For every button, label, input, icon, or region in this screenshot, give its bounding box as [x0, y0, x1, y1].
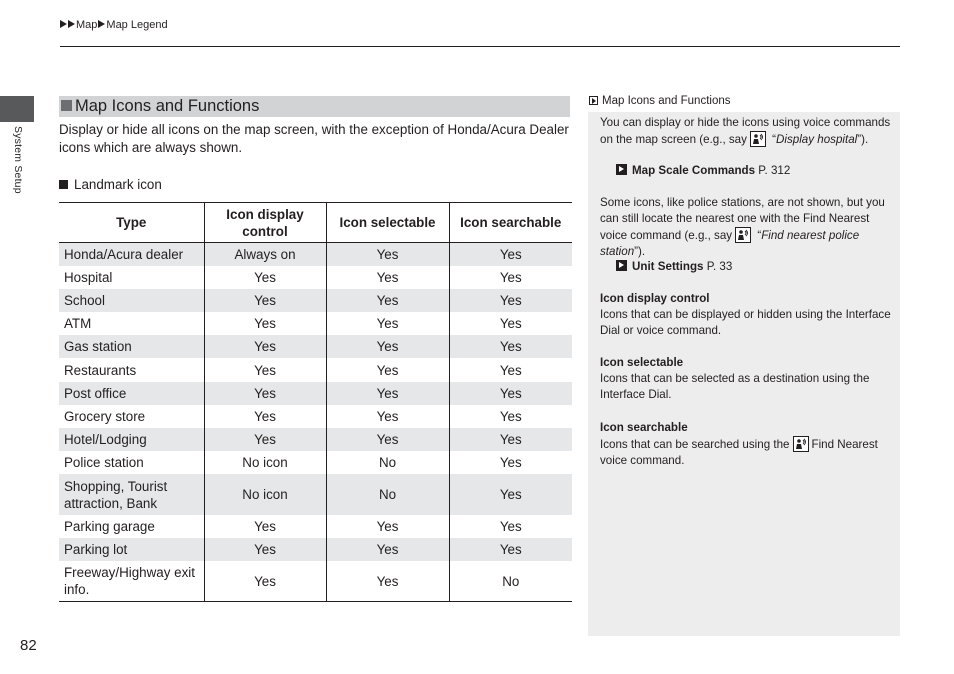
play-triangle-icon — [68, 20, 75, 28]
note-text: “ — [768, 133, 777, 146]
cell-searchable: Yes — [449, 515, 572, 538]
cell-display-control: Yes — [204, 335, 326, 358]
note-header-label — [589, 95, 731, 107]
cell-selectable: Yes — [326, 289, 449, 312]
breadcrumb-item-map-legend[interactable]: Map Legend — [106, 19, 168, 31]
cell-selectable: Yes — [326, 538, 449, 561]
cell-display-control: Yes — [204, 312, 326, 335]
note-heading-display-control: Icon display control — [600, 292, 710, 305]
talk-button-icon — [735, 227, 751, 243]
section-intro: Display or hide all icons on the map screen, with the exception of Honda/Acura Dealer icons which are always shown. — [59, 122, 569, 155]
table-row — [59, 561, 572, 602]
cross-reference-map-scale[interactable] — [616, 163, 790, 179]
cell-type: Shopping, Tourist attraction, Bank — [59, 474, 204, 515]
cell-searchable: Yes — [449, 243, 572, 266]
section-heading — [59, 96, 570, 117]
cell-selectable: Yes — [326, 428, 449, 451]
cell-searchable: Yes — [449, 405, 572, 428]
cell-type: School — [59, 289, 204, 312]
cell-selectable: Yes — [326, 358, 449, 381]
cell-searchable: Yes — [449, 451, 572, 474]
landmark-subheading — [59, 177, 162, 192]
cell-selectable: Yes — [326, 405, 449, 428]
table-row — [59, 538, 572, 561]
reference-box-icon — [589, 96, 598, 105]
cell-type: Grocery store — [64, 408, 146, 424]
cell-selectable: Yes — [326, 382, 449, 405]
table-row — [59, 358, 572, 381]
cell-selectable: Yes — [326, 515, 449, 538]
cross-reference-page[interactable]: P. 33 — [706, 260, 733, 273]
cell-display-control: Yes — [204, 515, 326, 538]
note-text: ”). — [634, 245, 646, 258]
note-paragraph-voice-display — [600, 115, 892, 148]
cell-selectable: No — [326, 474, 449, 515]
cell-display-control: Yes — [204, 561, 326, 602]
note-paragraph-selectable: Icons that can be selected as a destination using the Interface Dial. — [600, 372, 870, 401]
cell-type: Parking garage — [64, 518, 155, 534]
cell-display-control: Yes — [204, 405, 326, 428]
square-bullet-icon — [59, 180, 68, 189]
cell-selectable: Yes — [326, 243, 449, 266]
cell-display-control: Yes — [204, 428, 326, 451]
play-triangle-icon — [98, 20, 105, 28]
column-header-type: Type — [59, 203, 204, 243]
cross-reference-page[interactable]: P. 312 — [758, 164, 791, 177]
breadcrumb — [60, 19, 168, 31]
cross-reference-unit-settings[interactable] — [616, 259, 732, 275]
header-divider — [60, 46, 900, 47]
cell-searchable: Yes — [449, 428, 572, 451]
cell-type: Hotel/Lodging — [59, 428, 204, 451]
table-row — [59, 428, 572, 451]
column-header-searchable: Icon searchable — [449, 203, 572, 243]
column-header-display-control: Icon display control — [204, 203, 326, 243]
square-bullet-icon — [61, 100, 72, 111]
cell-display-control: Always on — [204, 243, 326, 266]
side-tab-marker — [0, 96, 34, 122]
cell-type: Post office — [59, 382, 204, 405]
note-text: You can display or hide the icons using voice commands on the map screen (e.g., say — [600, 116, 891, 146]
cell-type: Parking lot — [59, 538, 204, 561]
note-header — [588, 96, 900, 112]
note-paragraph-searchable — [600, 436, 892, 469]
cell-selectable: Yes — [326, 335, 449, 358]
cell-searchable: Yes — [449, 266, 572, 289]
cross-reference-title[interactable]: Unit Settings — [632, 260, 704, 273]
table-row — [59, 451, 572, 474]
cell-selectable: Yes — [326, 312, 449, 335]
cell-display-control: No icon — [204, 474, 326, 515]
cell-type: Freeway/Highway exit info. — [64, 565, 195, 598]
side-tab-label: System Setup — [12, 126, 24, 194]
cell-searchable: Yes — [449, 289, 572, 312]
cell-display-control: Yes — [204, 266, 326, 289]
cell-searchable: Yes — [449, 382, 572, 405]
cross-reference-arrow-icon — [616, 260, 627, 271]
cell-selectable: Yes — [326, 561, 449, 602]
cell-display-control: No icon — [204, 451, 326, 474]
landmark-icon-table — [59, 202, 572, 602]
note-header-text: Map Icons and Functions — [602, 95, 731, 107]
cell-type: Police station — [64, 455, 144, 471]
cell-selectable: No — [326, 451, 449, 474]
table-row — [59, 474, 572, 515]
note-text: ”). — [857, 133, 869, 146]
cell-selectable: Yes — [326, 266, 449, 289]
note-paragraph-find-nearest — [600, 195, 892, 260]
column-header-selectable: Icon selectable — [326, 203, 449, 243]
cell-type: ATM — [64, 316, 92, 332]
table-row — [59, 405, 572, 428]
cell-type: Hospital — [64, 269, 113, 285]
cell-searchable: Yes — [449, 358, 572, 381]
table-header-row — [59, 203, 572, 243]
table-row — [59, 266, 572, 289]
note-text: Some icons, like police stations, are not shown, but you can still locate the nearest one with the Find Nearest voice command (e.g., say — [600, 196, 885, 242]
cell-display-control: Yes — [204, 382, 326, 405]
table-row — [59, 515, 572, 538]
note-paragraph-display-control: Icons that can be displayed or hidden using the Interface Dial or voice command. — [600, 308, 891, 337]
talk-button-icon — [793, 436, 809, 452]
note-text: Find Nearest voice command. — [600, 438, 878, 467]
page-number: 82 — [20, 637, 37, 654]
play-triangle-icon — [60, 20, 67, 28]
cell-type: Gas station — [59, 335, 204, 358]
cell-searchable: Yes — [449, 474, 572, 515]
cross-reference-title[interactable]: Map Scale Commands — [632, 164, 756, 177]
cell-searchable: No — [449, 561, 572, 602]
note-text: “ — [754, 229, 762, 242]
cell-display-control: Yes — [204, 289, 326, 312]
voice-command-text: Find nearest police station — [600, 229, 860, 258]
section-title: Map Icons and Functions — [75, 97, 260, 115]
side-note-panel — [588, 96, 900, 636]
note-heading-selectable: Icon selectable — [600, 356, 684, 369]
cell-searchable: Yes — [449, 538, 572, 561]
note-text: Icons that can be searched using the — [600, 438, 790, 451]
table-row — [59, 312, 572, 335]
table-row — [59, 289, 572, 312]
cell-type: Honda/Acura dealer — [59, 243, 204, 266]
talk-button-icon — [750, 131, 766, 147]
table-row — [59, 382, 572, 405]
cell-display-control: Yes — [204, 538, 326, 561]
voice-command-text: Display hospital — [776, 133, 858, 146]
cell-searchable: Yes — [449, 312, 572, 335]
cell-searchable: Yes — [449, 335, 572, 358]
cell-type: Restaurants — [64, 362, 137, 378]
table-row — [59, 335, 572, 358]
breadcrumb-item-map[interactable]: Map — [76, 19, 98, 31]
cell-display-control: Yes — [204, 358, 326, 381]
landmark-subheading-text: Landmark icon — [74, 177, 162, 192]
table-row — [59, 243, 572, 266]
cross-reference-arrow-icon — [616, 164, 627, 175]
note-heading-searchable: Icon searchable — [600, 421, 688, 434]
